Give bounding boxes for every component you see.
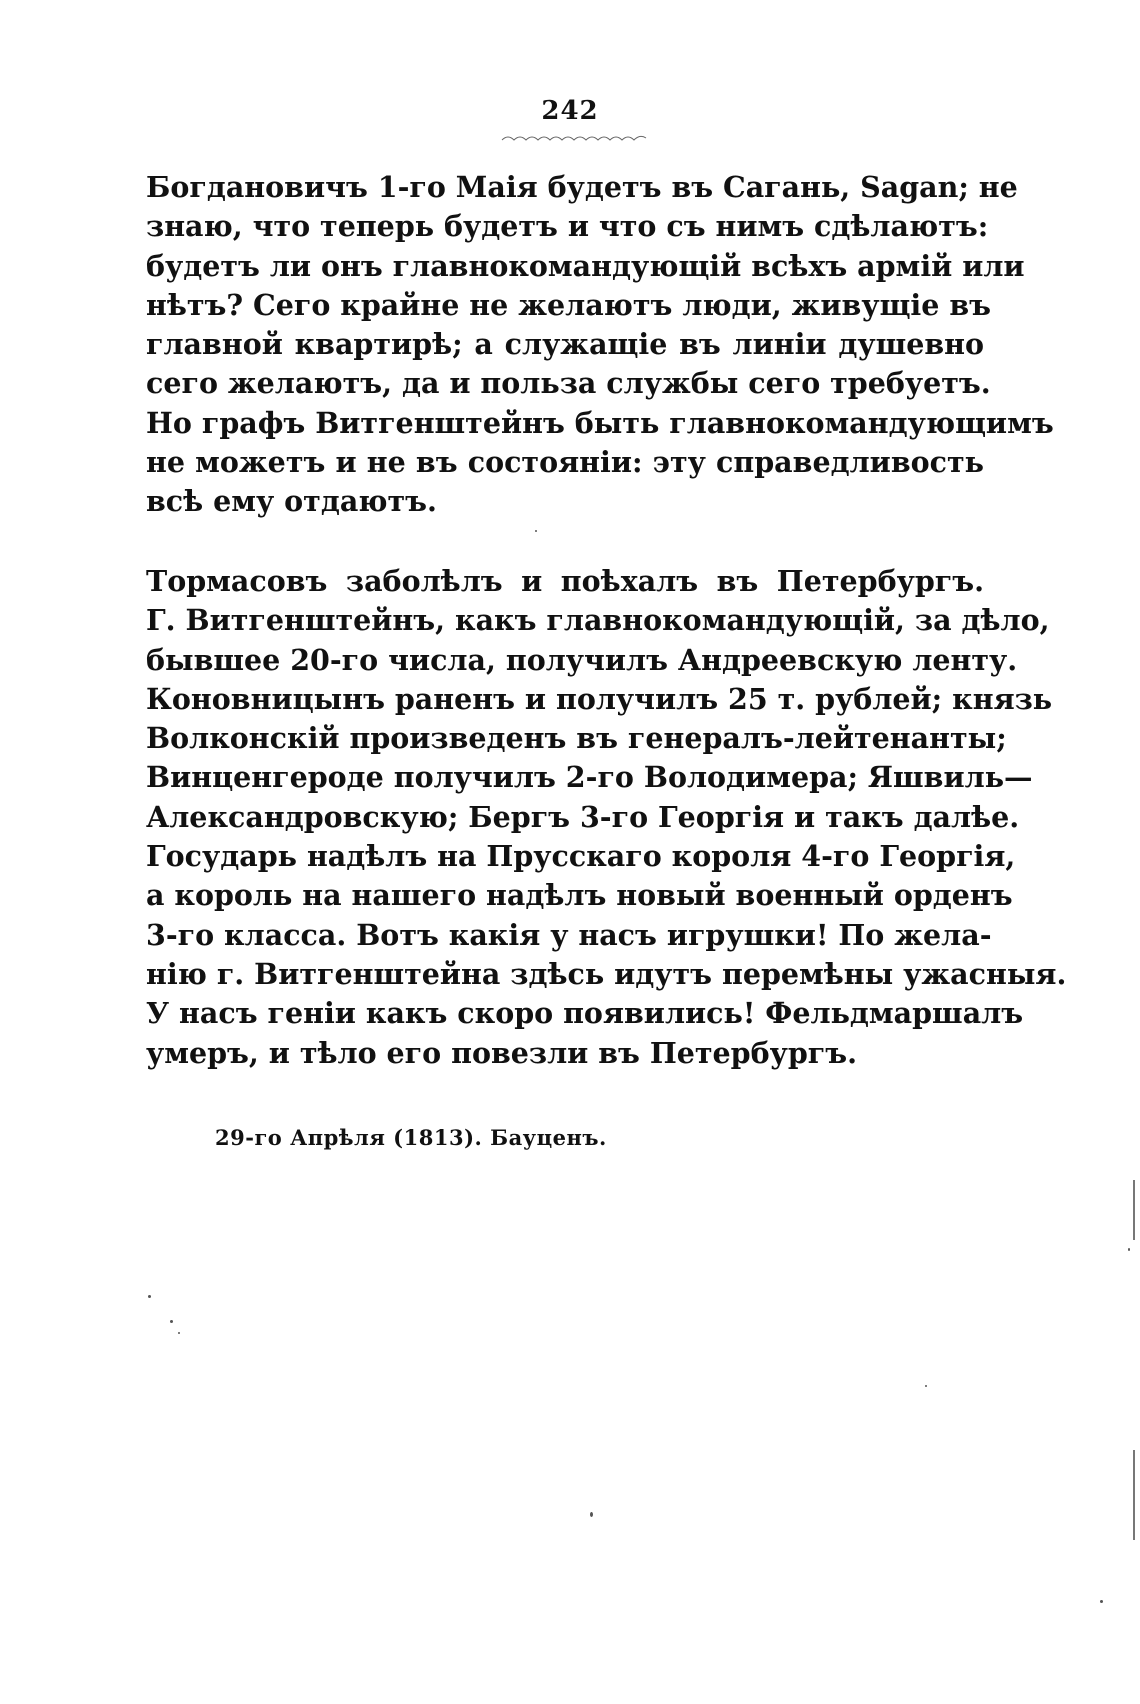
paragraph-line: будетъ ли онъ главнокомандующій всѣхъ армій или [146, 248, 1025, 283]
paragraph-line: главной квартирѣ; а служащіе въ линіи душевно [146, 327, 984, 362]
paragraph-line: Волконскій произведенъ въ генералъ-лейтенанты; [146, 721, 1007, 756]
paragraph-line: не можетъ и не въ состояніи: эту справедливость [146, 445, 984, 480]
paragraph-line: 3-го класса. Вотъ какія у насъ игрушки! По жела- [146, 917, 992, 952]
paragraph-line: бывшее 20-го числа, получилъ Андреевскую ленту. [146, 642, 1018, 677]
paragraph-line: знаю, что теперь будетъ и что съ нимъ сдѣлаютъ: [146, 209, 989, 244]
paragraph-line: У насъ геніи какъ скоро появились! Фельдмаршалъ [146, 996, 1024, 1031]
paragraph-line: нѣтъ? Сего крайне не желаютъ люди, живущіе въ [146, 287, 991, 322]
scan-edge-mark [1133, 1450, 1135, 1540]
scan-speck [1100, 1600, 1103, 1603]
page-number: 242 [541, 96, 599, 126]
scan-speck [178, 1332, 180, 1334]
paragraph-line: Государь надѣлъ на Прусскаго короля 4-го Георгія, [146, 839, 1016, 874]
ornament-divider [500, 132, 650, 144]
paragraph-line: всѣ ему отдаютъ. [146, 484, 437, 519]
scan-edge-mark [1133, 1180, 1135, 1240]
paragraph-2 [146, 562, 1067, 1073]
paragraph-line: Г. Витгенштейнъ, какъ главнокомандующій, за дѣло, [146, 603, 1050, 638]
paragraph-line: Но графъ Витгенштейнъ быть главнокомандующимъ [146, 405, 1054, 440]
paragraph-line: Богдановичъ 1-го Маія будетъ въ Сагань, Sagan; не [146, 170, 1018, 204]
paragraph-1 [146, 168, 1054, 522]
paragraph-line: умеръ, и тѣло его повезли въ Петербургъ. [146, 1035, 858, 1070]
scan-speck [590, 1512, 593, 1517]
paragraph-line: сего желаютъ, да и польза службы сего требуетъ. [146, 366, 991, 401]
paragraph-line: Тормасовъ заболѣлъ и поѣхалъ въ Петербургъ. [146, 564, 984, 598]
scan-speck [170, 1320, 173, 1323]
scan-speck [535, 530, 537, 532]
paragraph-line: Александровскую; Бергъ 3-го Георгія и такъ далѣе. [146, 799, 1020, 834]
paragraph-line: Винценгероде получилъ 2-го Володимера; Яшвиль— [146, 760, 1033, 795]
paragraph-line: нію г. Витгенштейна здѣсь идутъ перемѣны ужасныя. [146, 956, 1067, 991]
paragraph-line: Коновницынъ раненъ и получилъ 25 т. рублей; князь [146, 681, 1053, 716]
paragraph-line: а король на нашего надѣлъ новый военный орденъ [146, 878, 1013, 913]
scan-speck [148, 1295, 151, 1298]
scan-speck [1128, 1248, 1130, 1251]
dateline: 29-го Апрѣля (1813). Бауценъ. [215, 1125, 607, 1150]
scan-speck [925, 1385, 927, 1387]
